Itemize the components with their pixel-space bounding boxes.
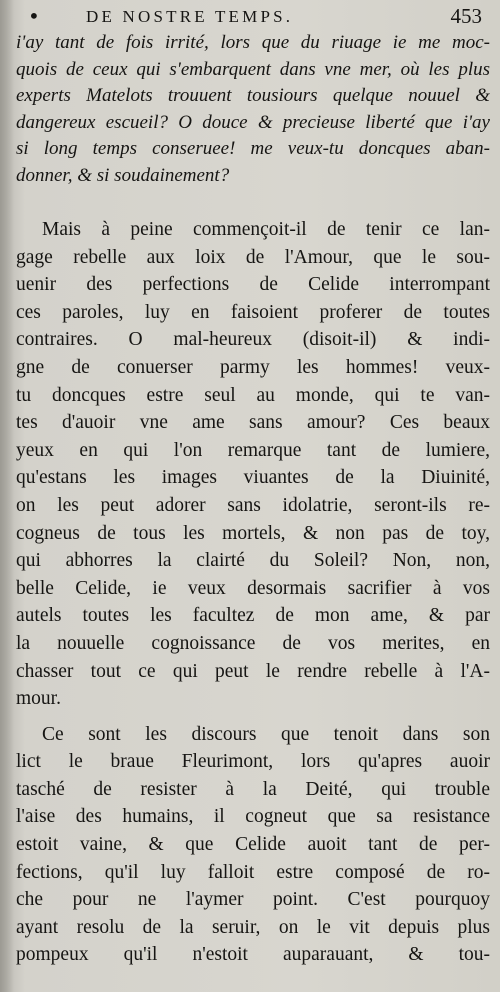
text-line: contraires. O mal-heureux (disoit-il) & indi- [16,329,490,351]
text-line: gage rebelle aux loix de l'Amour, que le sou- [16,246,490,268]
text-line: tes d'auoir vne ame sans amour? Ces beaux [16,412,490,434]
page-header [0,2,500,32]
gutter-shadow [0,0,14,992]
text-line: ces paroles, luy en faisoient proferer de toutes [16,301,490,323]
text-line: gne de conuerser parmy les hommes! veux- [16,356,490,378]
text-line: autels toutes les facultez de mon ame, & par [16,605,490,627]
paragraph-gap [16,713,490,721]
body-text [16,216,490,969]
ornament-icon: • [28,4,40,28]
text-line: mour. [16,688,61,710]
italic-passage [16,30,490,190]
text-line: donner, & si soudainement? [16,164,230,186]
text-line: tu doncques estre seul au monde, qui te van- [16,384,490,406]
text-line: quois de ceux qui s'embarquent dans vne mer, où les plus [16,58,490,80]
text-line: lict le braue Fleurimont, lors qu'apres auoir [16,751,490,773]
text-line: si long temps conseruee! me veux-tu doncques aban- [16,138,490,160]
text-line: l'aise des humains, il cogneut que sa resistance [16,806,490,828]
text-line: Mais à peine commençoit-il de tenir ce lan- [42,219,490,240]
page-number: 453 [450,4,482,28]
text-line: fections, qu'il luy falloit estre composé de ro- [16,861,490,883]
text-line: qui abhorres la clairté du Soleil? Non, non, [16,550,490,572]
text-line: on les peut adorer sans idolatrie, seront-ils re- [16,494,490,516]
text-line: yeux en qui l'on remarque tant de lumiere, [16,439,490,461]
text-line: belle Celide, ie veux desormais sacrifier à vos [16,577,490,599]
text-line: la nouuelle cognoissance de vos merites, en [16,632,490,654]
text-line: che pour ne l'aymer point. C'est pourquoy [16,889,490,911]
text-line: experts Matelots trouuent tousiours quelque nouuel & [16,85,490,107]
text-line: estoit vaine, & que Celide auoit tant de per- [16,834,490,856]
text-line: tasché de resister à la Deité, qui trouble [16,778,490,800]
text-line: chasser tout ce qui peut le rendre rebelle à l'A- [16,660,490,682]
text-line: i'ay tant de fois irrité, lors que du riuage ie me moc- [16,32,490,53]
text-line: cogneus de tous les mortels, & non pas de toy, [16,522,490,544]
running-head: DE NOSTRE TEMPS. [86,7,294,26]
text-line: ayant resolu de la seruir, on le vit depuis plus [16,916,490,938]
text-line: dangereux escueil? O douce & precieuse liberté que i'ay [16,111,490,133]
text-line: pompeux qu'il n'estoit auparauant, & tou- [16,944,490,966]
text-line: qu'estans les images viuantes de la Diuinité, [16,467,490,489]
text-line: uenir des perfections de Celide interrompant [16,274,490,296]
text-line: Ce sont les discours que tenoit dans son [42,723,490,745]
